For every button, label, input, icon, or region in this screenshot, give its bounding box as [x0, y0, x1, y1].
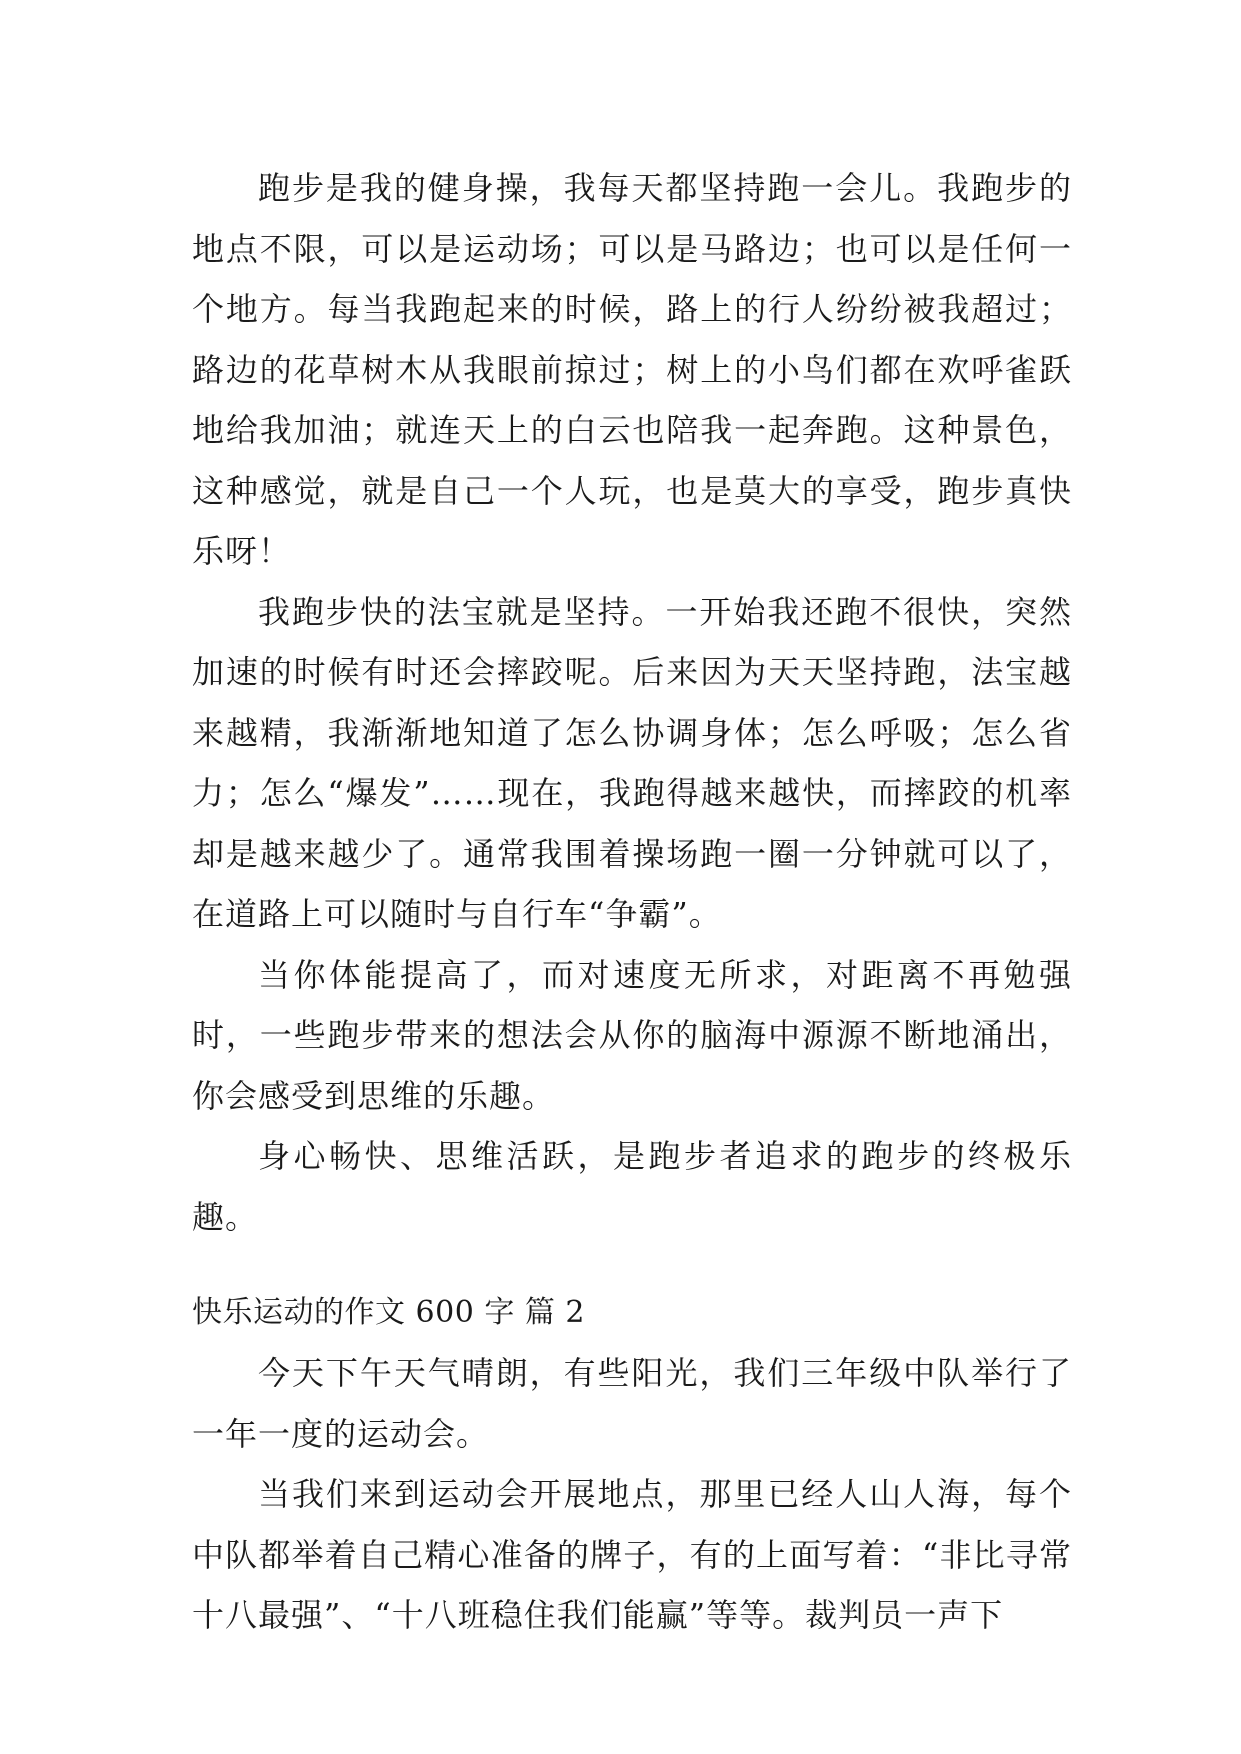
section-heading-part-2: 快乐运动的作文 600 字 篇 2 — [192, 1295, 585, 1330]
paragraph-sports-day-venue: 当我们来到运动会开展地点，那里已经人山人海，每个中队都举着自己精心准备的牌子，有的上面写着：“非比寻常十八最强”、“十八班稳住我们能赢”等等。裁判员一声下 — [192, 1475, 1072, 1634]
paragraph-running-secret: 我跑步快的法宝就是坚持。一开始我还跑不很快，突然加速的时候有时还会摔跤呢。后来因为天天坚持跑，法宝越来越精，我渐渐地知道了怎么协调身体；怎么呼吸；怎么省力；怎么“爆发”……现在，我跑得越来越快，而摔跤的机率却是越来越少了。通常我围着操场跑一圈一分钟就可以了，在道路上可以随时与自行车“争霸”。 — [192, 592, 1072, 933]
paragraph-thinking-fun: 当你体能提高了，而对速度无所求，对距离不再勉强时，一些跑步带来的想法会从你的脑海中源源不断地涌出，你会感受到思维的乐趣。 — [192, 955, 1072, 1115]
paragraph-running-exercise: 跑步是我的健身操，我每天都坚持跑一会儿。我跑步的地点不限，可以是运动场；可以是马路边；也可以是任何一个地方。每当我跑起来的时候，路上的行人纷纷被我超过；路边的花草树木从我眼前掠过；树上的小鸟们都在欢呼雀跃地给我加油；就连天上的白云也陪我一起奔跑。这种景色，这种感觉，就是自己一个人玩，也是莫大的享受，跑步真快乐呀！ — [192, 169, 1072, 570]
paragraph-sports-day-weather: 今天下午天气晴朗，有些阳光，我们三年级中队举行了一年一度的运动会。 — [192, 1354, 1072, 1453]
document-body — [192, 158, 1072, 1646]
paragraph-ultimate-fun: 身心畅快、思维活跃，是跑步者追求的跑步的终极乐趣。 — [192, 1137, 1072, 1236]
